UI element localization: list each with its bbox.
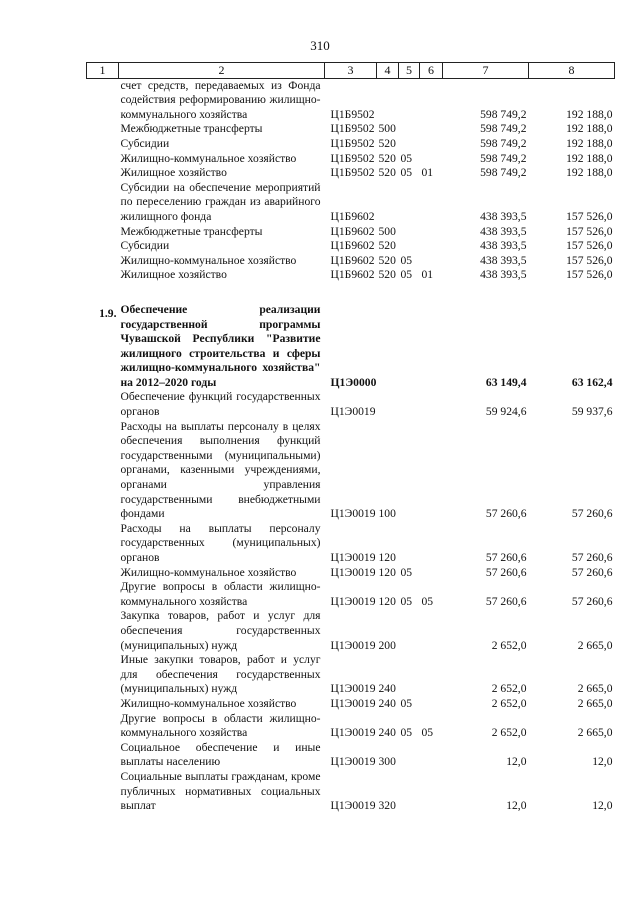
section [399,522,420,566]
table-row [87,122,615,137]
row-name: Другие вопросы в области жилищно-коммунального хозяйства [120,580,321,608]
amount-col8: 57 260,6 [571,565,613,579]
table-row [87,770,615,814]
target-code: Ц1Э0019 [330,696,376,710]
amount-col8: 59 937,6 [571,405,613,419]
target-code: Ц1Э0019 [330,565,376,579]
expense-type: 320 [378,799,396,813]
row-name: Закупка товаров, работ и услуг для обеспечения государственных (муниципальных) нужд [120,609,321,652]
row-name: Иные закупки товаров, работ и услуг для обеспечения государственных (муниципальных) нужд [120,653,321,696]
row-number [87,390,119,419]
row-name: Расходы на выплаты персоналу в целях обеспечения выполнения функций государственными (муниципальными) органами, казенными учреждениями, органами управления государственными внебюджетными фондами [120,419,321,521]
table-row [87,225,615,240]
page-number: 310 [310,38,330,53]
section [399,770,420,814]
table-header-row [87,63,615,79]
row-name: счет средств, передаваемых из Фонда содействия реформированию жилищно-коммунального хозяйства [120,78,321,121]
amount-col8: 157 526,0 [566,239,613,253]
section: 05 [400,268,413,282]
expense-type: 520 [378,239,396,253]
amount-col8: 2 665,0 [577,696,613,710]
table-row [87,166,615,181]
table-row [87,609,615,653]
section [399,181,420,225]
amount-col8: 192 188,0 [566,107,613,121]
expense-type: 500 [378,224,396,238]
section [399,741,420,770]
row-number [87,254,119,269]
target-code: Ц1Э0019 [330,799,376,813]
target-code: Ц1Б9602 [330,224,375,238]
amount-col7: 438 393,5 [480,253,527,267]
amount-col7: 57 260,6 [485,594,527,608]
subsection [420,78,443,122]
row-number [87,609,119,653]
amount-col7: 598 749,2 [480,136,527,150]
row-number [87,78,119,122]
expense-type: 240 [378,682,396,696]
section [399,239,420,254]
section: 05 [400,151,413,165]
amount-col8: 57 260,6 [571,551,613,564]
section [399,137,420,152]
row-number [87,566,119,581]
amount-col8: 2 665,0 [577,726,613,740]
expense-type: 500 [378,122,396,136]
amount-col8: 157 526,0 [566,209,613,223]
amount-col7: 2 652,0 [491,696,527,710]
subsection [420,741,443,770]
spacer-row [87,283,615,303]
row-number [87,181,119,225]
subsection [420,770,443,814]
amount-col8: 2 665,0 [577,682,613,696]
section [399,122,420,137]
amount-col7: 2 652,0 [491,682,527,696]
subsection [420,566,443,581]
row-number [87,653,119,697]
expense-type: 300 [378,755,396,769]
row-number [87,712,119,741]
expense-type: 520 [378,151,396,165]
subsection [420,303,443,391]
section [399,390,420,419]
table-row [87,303,615,391]
table-row [87,181,615,225]
table-row [87,78,615,122]
expense-type: 520 [378,166,396,180]
header-cell: 5 [399,63,420,79]
amount-col7: 2 652,0 [491,726,527,740]
row-name: Жилищно-коммунальное хозяйство [120,696,297,710]
target-code: Ц1Э0019 [330,638,376,652]
amount-col8: 57 260,6 [571,507,613,521]
header-cell: 4 [377,63,399,79]
expense-type: 200 [378,638,396,652]
section: 05 [400,565,413,579]
subsection [420,420,443,522]
budget-table [86,62,615,814]
table-row [87,152,615,167]
expense-type: 120 [378,551,396,564]
section [399,609,420,653]
section [399,225,420,240]
table-row [87,268,615,283]
amount-col7: 12,0 [506,755,527,769]
row-number [87,770,119,814]
header-cell: 7 [443,63,529,79]
subsection [420,239,443,254]
target-code: Ц1Б9602 [330,253,375,267]
target-code: Ц1Э0019 [330,551,376,564]
target-code: Ц1Э0019 [330,726,376,740]
target-code: Ц1Э0019 [330,405,376,419]
row-number [87,697,119,712]
row-number [87,522,119,566]
target-code: Ц1Б9602 [330,268,375,282]
amount-col8: 2 665,0 [577,638,613,652]
section: 05 [400,696,413,710]
expense-type: 520 [378,268,396,282]
row-name: Жилищное хозяйство [120,268,227,282]
table-row [87,580,615,609]
target-code: Ц1Э0019 [330,507,376,521]
row-name: Другие вопросы в области жилищно-коммунального хозяйства [120,711,321,740]
subsection: 05 [421,594,434,608]
amount-col7: 57 260,6 [485,551,527,564]
header-cell: 6 [420,63,443,79]
row-number [87,137,119,152]
row-name: Межбюджетные трансферты [120,224,263,238]
table-row [87,420,615,522]
row-name: Жилищное хозяйство [120,166,227,180]
row-name: Социальное обеспечение и иные выплаты населению [120,740,321,769]
subsection: 01 [421,268,434,282]
row-name: Обеспечение реализации государственной программы Чувашской Республики "Развитие жилищного строительства и сферы жилищно-коммунального хозяйства" на 2012–2020 годы [120,302,321,389]
row-name: Субсидии [120,136,170,150]
subsection [420,122,443,137]
target-code: Ц1Б9502 [330,107,375,121]
amount-col8: 63 162,4 [571,375,613,389]
section [399,420,420,522]
amount-col7: 598 749,2 [480,107,527,121]
expense-type: 120 [378,565,396,579]
spacer-cell [87,283,615,303]
header-cell: 2 [119,63,325,79]
amount-col7: 438 393,5 [480,268,527,282]
amount-col8: 192 188,0 [566,136,613,150]
target-code: Ц1Б9602 [330,239,375,253]
row-number [87,420,119,522]
subsection [420,653,443,697]
table-body [87,78,615,814]
subsection: 05 [421,726,434,740]
table-row [87,741,615,770]
table-row [87,653,615,697]
amount-col7: 57 260,6 [485,565,527,579]
row-name: Субсидии [120,239,170,253]
amount-col7: 12,0 [506,799,527,813]
target-code: Ц1Б9502 [330,122,375,136]
section: 05 [400,166,413,180]
row-number [87,239,119,254]
target-code: Ц1Б9602 [330,209,375,223]
expense-type: 520 [378,136,396,150]
amount-col7: 63 149,4 [485,375,527,389]
expense-type: 100 [378,507,396,521]
target-code: Ц1Б9502 [330,151,375,165]
amount-col8: 12,0 [592,799,613,813]
row-number [87,152,119,167]
amount-col7: 2 652,0 [491,638,527,652]
subsection [420,390,443,419]
row-name: Расходы на выплаты персоналу государственных (муниципальных) органов [120,521,321,564]
row-name: Субсидии на обеспечение мероприятий по переселению граждан из аварийного жилищного фонда [120,180,321,223]
subsection [420,697,443,712]
section [399,78,420,122]
table-row [87,712,615,741]
amount-col7: 598 749,2 [480,122,527,136]
expense-type: 120 [378,594,396,608]
section [399,303,420,391]
table-row [87,239,615,254]
amount-col7: 438 393,5 [480,239,527,253]
section: 05 [400,594,413,608]
row-name: Жилищно-коммунальное хозяйство [120,565,297,579]
row-number [87,741,119,770]
table-row [87,137,615,152]
row-number [87,580,119,609]
subsection [420,609,443,653]
amount-col8: 12,0 [592,755,613,769]
amount-col8: 157 526,0 [566,224,613,238]
header-cell: 3 [325,63,377,79]
subsection [420,522,443,566]
expense-type [377,78,399,122]
amount-col7: 59 924,6 [485,405,527,419]
table-row [87,522,615,566]
amount-col8: 192 188,0 [566,151,613,165]
amount-col7: 598 749,2 [480,151,527,165]
section: 05 [400,726,413,740]
expense-type: 240 [378,696,396,710]
expense-type [377,181,399,225]
row-number [87,166,119,181]
table-row [87,390,615,419]
row-number [87,268,119,283]
row-name: Жилищно-коммунальное хозяйство [120,151,297,165]
target-code: Ц1Э0019 [330,682,376,696]
target-code: Ц1Б9502 [330,166,375,180]
table-row [87,697,615,712]
expense-type [377,303,399,391]
amount-col8: 192 188,0 [566,166,613,180]
amount-col8: 57 260,6 [571,594,613,608]
amount-col8: 157 526,0 [566,268,613,282]
section [399,653,420,697]
row-name: Межбюджетные трансферты [120,122,263,136]
amount-col7: 438 393,5 [480,224,527,238]
expense-type [377,390,399,419]
section: 05 [400,253,413,267]
header-cell: 1 [87,63,119,79]
row-name: Жилищно-коммунальное хозяйство [120,253,297,267]
target-code: Ц1Б9502 [330,136,375,150]
expense-type: 520 [378,253,396,267]
row-number [87,122,119,137]
subsection [420,137,443,152]
subsection [420,152,443,167]
target-code: Ц1Э0019 [330,755,376,769]
table-row [87,254,615,269]
target-code: Ц1Э0000 [330,375,377,389]
subsection [420,181,443,225]
target-code: Ц1Э0019 [330,594,376,608]
subsection [420,225,443,240]
amount-col7: 438 393,5 [480,209,527,223]
amount-col7: 57 260,6 [485,507,527,521]
amount-col7: 598 749,2 [480,166,527,180]
header-cell: 8 [529,63,615,79]
row-number [87,225,119,240]
row-name: Социальные выплаты гражданам, кроме публичных нормативных социальных выплат [120,769,321,813]
row-number: 1.9. [99,306,117,320]
table-row [87,566,615,581]
expense-type: 240 [378,726,396,740]
amount-col8: 157 526,0 [566,253,613,267]
subsection [420,254,443,269]
subsection: 01 [421,166,434,180]
amount-col8: 192 188,0 [566,122,613,136]
row-name: Обеспечение функций государственных органов [120,390,321,419]
